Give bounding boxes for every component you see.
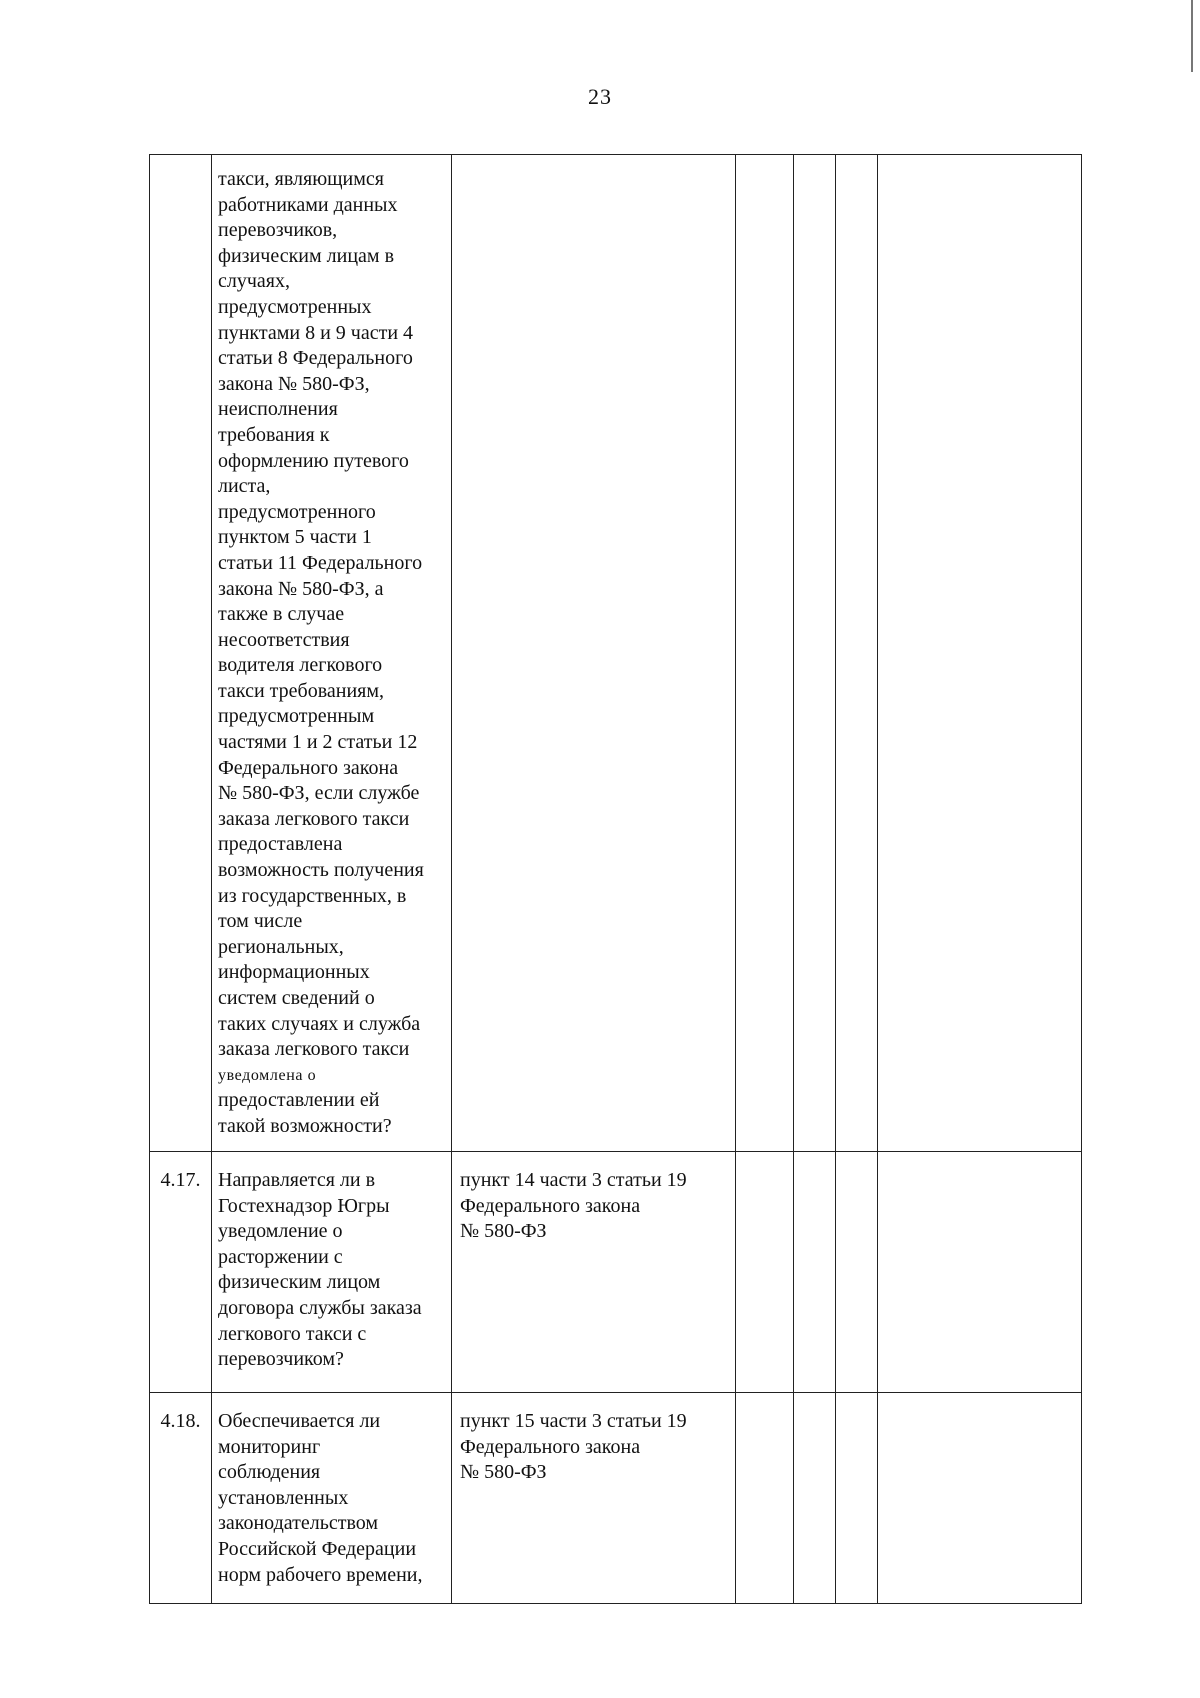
answer-no-cell xyxy=(794,155,836,1152)
table-row xyxy=(150,155,1082,1152)
reference-line: пункт 15 части 3 статьи 19 xyxy=(460,1410,687,1432)
reference-line: № 580-ФЗ xyxy=(460,1461,547,1484)
reference-cell xyxy=(452,1393,736,1604)
question-line: систем сведений о xyxy=(218,987,375,1009)
question-line: Федерального закона xyxy=(218,756,399,779)
note-cell xyxy=(878,155,1082,1152)
reference-line: № 580-ФЗ xyxy=(460,1220,547,1243)
question-line: также в случае xyxy=(218,603,345,626)
scan-edge-mark xyxy=(1191,0,1193,72)
question-line: пунктами 8 и 9 части 4 xyxy=(218,321,414,344)
question-line: статьи 8 Федерального xyxy=(218,347,413,370)
answer-no-cell xyxy=(794,1152,836,1393)
question-line: водителя легкового xyxy=(218,654,383,677)
question-line: легкового такси с xyxy=(218,1322,367,1345)
question-line: региональных, xyxy=(218,935,344,958)
question-line: заказа легкового такси xyxy=(218,1038,410,1061)
question-line: несоответствия xyxy=(218,628,350,651)
reference-line: пункт 14 части 3 статьи 19 xyxy=(460,1169,687,1191)
question-line: предусмотренным xyxy=(218,705,375,728)
question-line: физическим лицам в xyxy=(218,244,395,267)
question-line: требования к xyxy=(218,423,330,446)
question-line: листа, xyxy=(218,475,271,498)
question-line: договора службы заказа xyxy=(218,1296,422,1319)
reference-line: Федерального закона xyxy=(460,1435,641,1458)
question-line: заказа легкового такси xyxy=(218,807,410,830)
question-line: физическим лицом xyxy=(218,1271,381,1294)
answer-no-cell xyxy=(794,1393,836,1604)
item-number-cell: 4.18. xyxy=(150,1393,212,1604)
question-line: том числе xyxy=(218,910,303,933)
answer-yes-cell xyxy=(736,1152,794,1393)
question-line: предусмотренных xyxy=(218,295,372,318)
question-line: оформлению путевого xyxy=(218,449,409,472)
question-line: такси, являющимся xyxy=(218,168,384,190)
question-line: установленных xyxy=(218,1486,349,1509)
question-line: неисполнения xyxy=(218,398,338,421)
question-line: возможность получения xyxy=(218,859,424,882)
note-cell xyxy=(878,1152,1082,1393)
item-number-cell xyxy=(150,155,212,1152)
page-number: 23 xyxy=(588,84,612,109)
answer-yes-cell xyxy=(736,155,794,1152)
question-line: таких случаях и служба xyxy=(218,1012,421,1035)
item-number-cell: 4.17. xyxy=(150,1152,212,1393)
question-line: случаях, xyxy=(218,270,290,293)
checklist-table xyxy=(149,154,1082,1604)
question-line: уведомление о xyxy=(218,1220,343,1243)
answer-na-cell xyxy=(836,1152,878,1393)
reference-cell xyxy=(452,155,736,1152)
question-line: Российской Федерации xyxy=(218,1537,417,1560)
question-cell xyxy=(212,155,452,1152)
table-row xyxy=(150,1152,1082,1393)
question-line: Гостехнадзор Югры xyxy=(218,1194,390,1217)
question-line: частями 1 и 2 статьи 12 xyxy=(218,731,418,754)
question-cell xyxy=(212,1152,452,1393)
question-line: работниками данных xyxy=(218,193,398,216)
question-cell xyxy=(212,1393,452,1604)
question-line: предоставлении ей xyxy=(218,1089,380,1112)
question-line: такой возможности? xyxy=(218,1114,392,1137)
question-line: пунктом 5 части 1 xyxy=(218,526,372,549)
note-cell xyxy=(878,1393,1082,1604)
question-line: из государственных, в xyxy=(218,884,407,907)
question-line: такси требованиям, xyxy=(218,679,385,702)
question-line: перевозчиком? xyxy=(218,1348,344,1371)
question-line: закона № 580-ФЗ, xyxy=(218,372,370,395)
answer-na-cell xyxy=(836,155,878,1152)
question-line: Обеспечивается ли xyxy=(218,1410,381,1432)
table-row xyxy=(150,1393,1082,1604)
question-line: Направляется ли в xyxy=(218,1169,376,1191)
reference-cell xyxy=(452,1152,736,1393)
question-line: статьи 11 Федерального xyxy=(218,551,423,574)
question-line: № 580-ФЗ, если службе xyxy=(218,782,420,805)
question-line: законодательством xyxy=(218,1512,379,1535)
reference-line: Федерального закона xyxy=(460,1194,641,1217)
question-line: соблюдения xyxy=(218,1461,321,1484)
question-line: предусмотренного xyxy=(218,500,376,523)
question-line: информационных xyxy=(218,961,370,984)
question-line: уведомлена о xyxy=(218,1066,317,1084)
question-line: закона № 580-ФЗ, а xyxy=(218,577,384,600)
question-line: мониторинг xyxy=(218,1435,321,1458)
question-line: предоставлена xyxy=(218,833,343,856)
question-line: расторжении с xyxy=(218,1245,343,1268)
answer-na-cell xyxy=(836,1393,878,1604)
answer-yes-cell xyxy=(736,1393,794,1604)
question-line: норм рабочего времени, xyxy=(218,1563,423,1586)
question-line: перевозчиков, xyxy=(218,219,338,242)
